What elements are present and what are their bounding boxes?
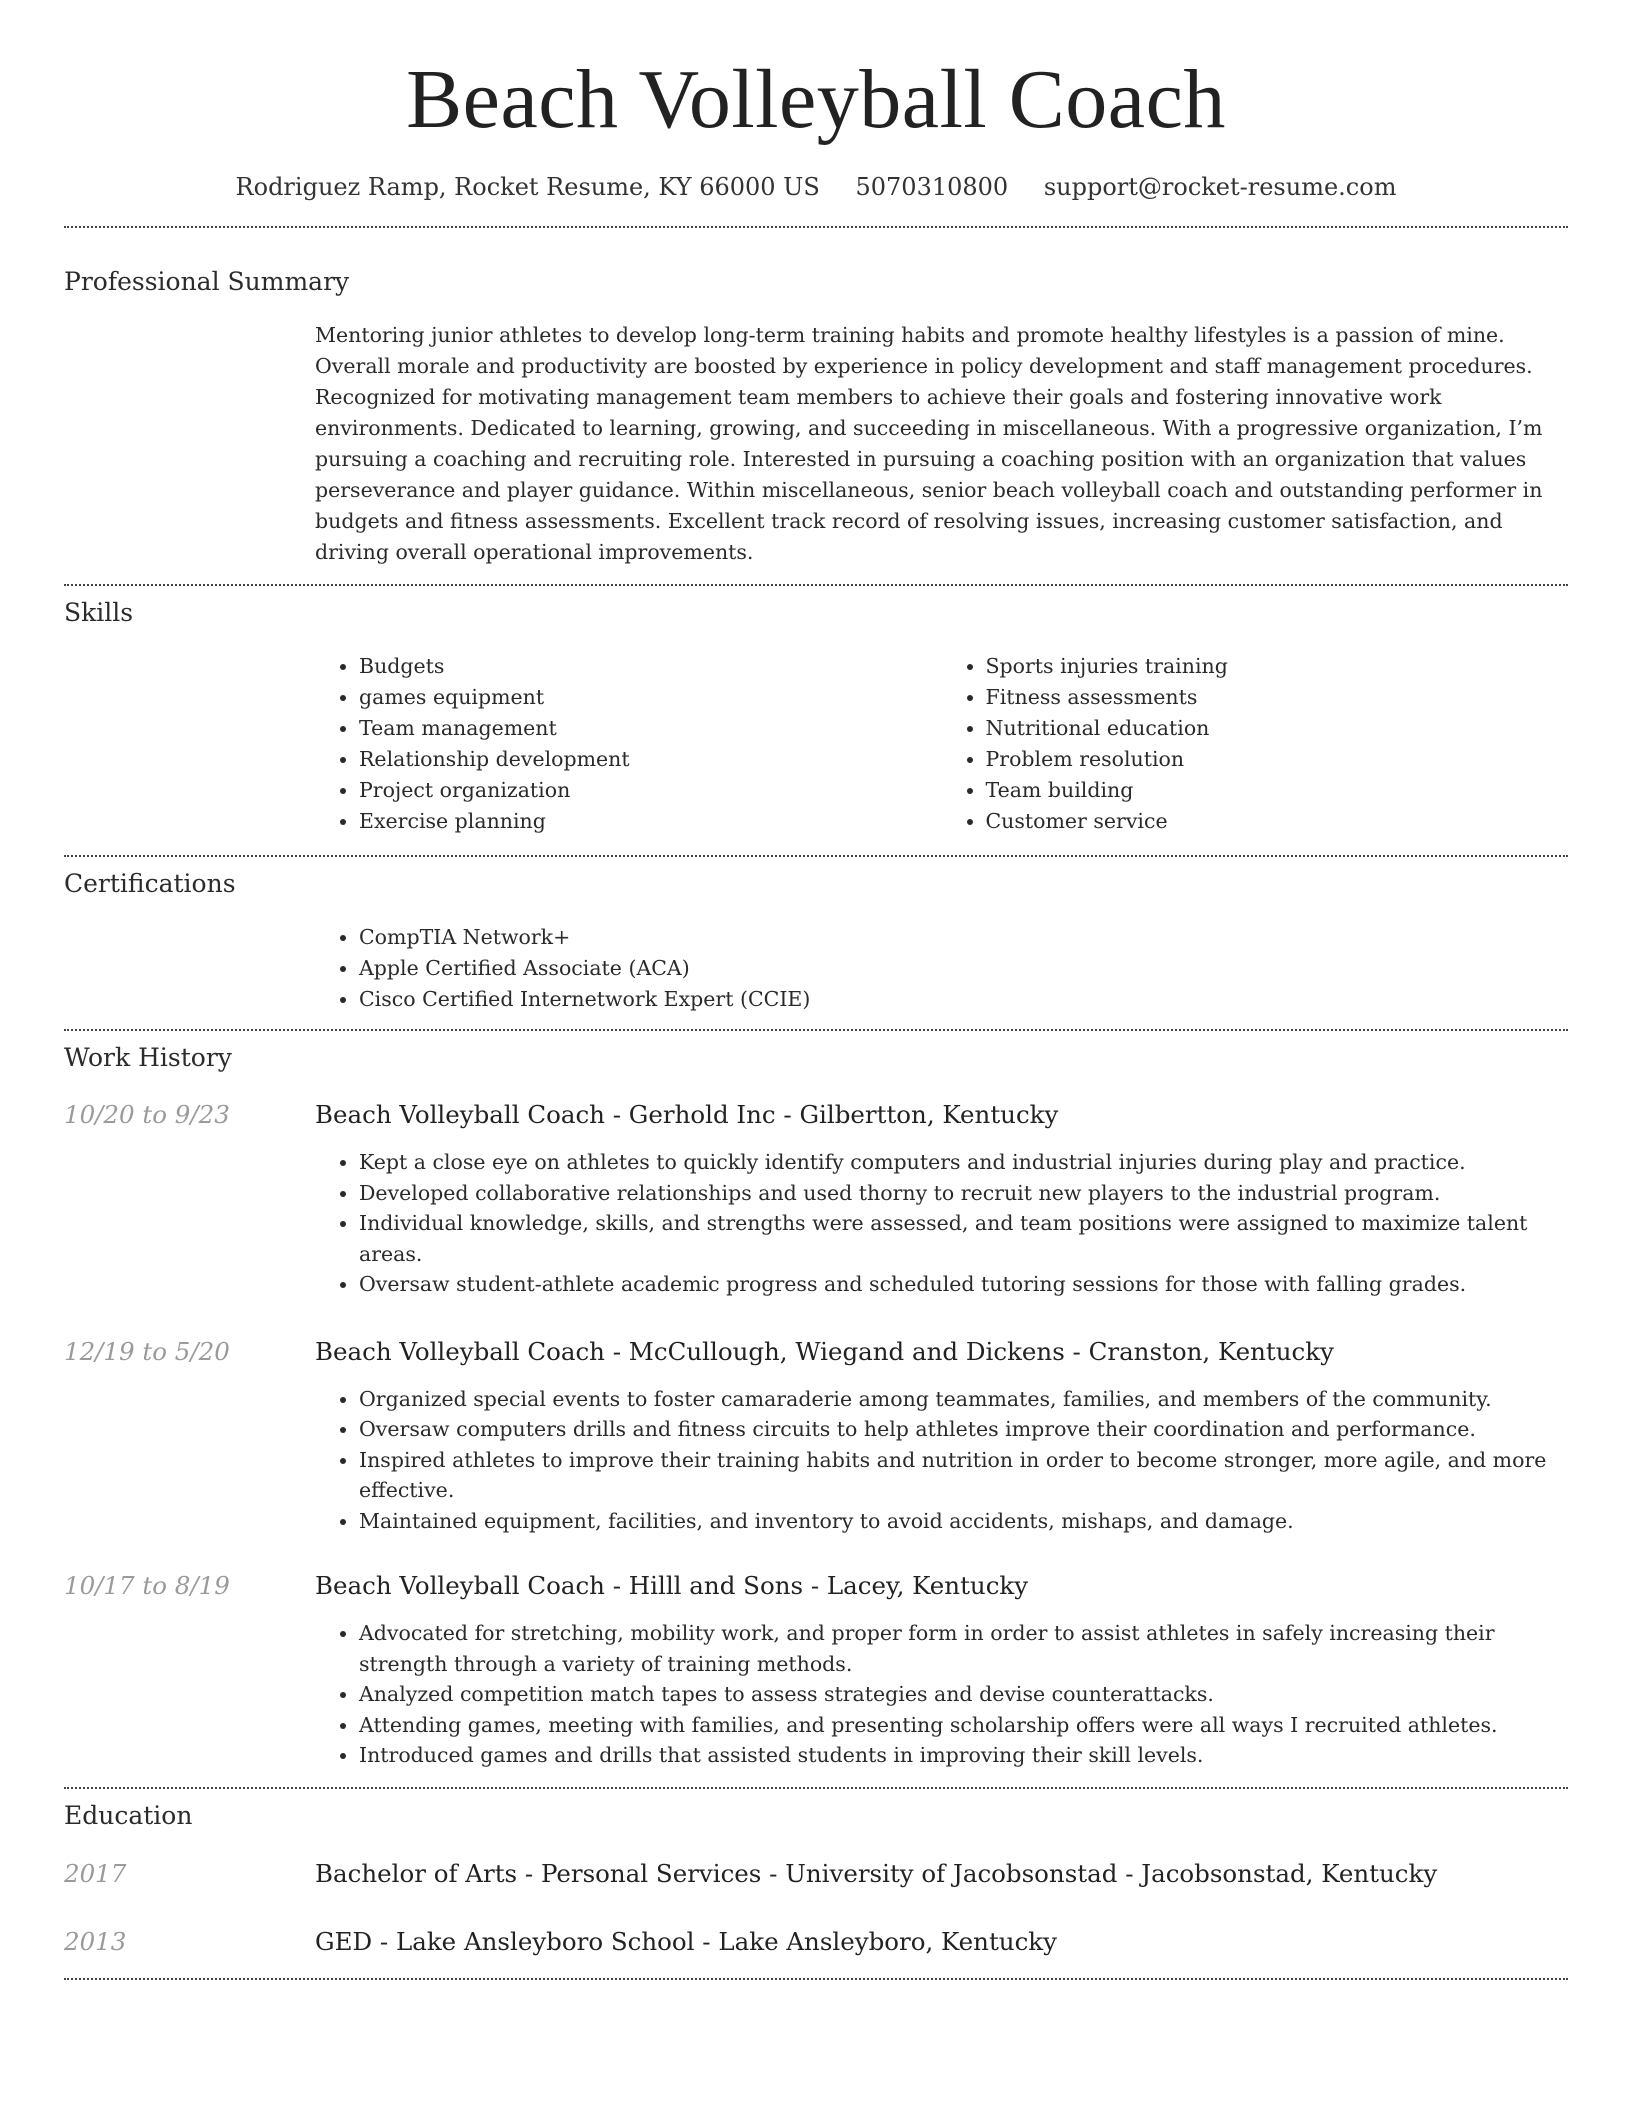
education-section [64, 1789, 1568, 1958]
summary-content [315, 320, 1568, 568]
summary-section [64, 228, 1568, 568]
certification-item: • CompTIA Network+ [359, 922, 1568, 953]
section-title: Skills [64, 598, 134, 627]
skills-list-left [315, 651, 942, 837]
job-bullet: • Attending games, meeting with families, and presenting scholarship offers were all ways I recruited athletes. [359, 1710, 1568, 1741]
skills-columns [315, 651, 1568, 837]
work-history-section [64, 1031, 1568, 1771]
skill-item: • Problem resolution [986, 744, 1569, 775]
job-bullets [315, 1147, 1568, 1300]
skill-item: • Customer service [986, 806, 1569, 837]
skill-item: • games equipment [359, 682, 942, 713]
job-date: 12/19 to 5/20 [64, 1336, 230, 1366]
job-title: Beach Volleyball Coach - Gerhold Inc - Gilbertton, Kentucky [315, 1100, 1059, 1129]
section-title: Professional Summary [64, 267, 350, 296]
candidate-name: Beach Volleyball Coach [406, 53, 1226, 146]
certifications-content [315, 922, 1568, 1015]
education-entry [64, 1926, 1568, 1958]
job-bullet: • Introduced games and drills that assisted students in improving their skill levels. [359, 1740, 1568, 1771]
section-title: Education [64, 1800, 193, 1830]
contact-email: support@rocket-resume.com [1043, 173, 1397, 201]
certification-item: • Apple Certified Associate (ACA) [359, 953, 1568, 984]
education-title: Bachelor of Arts - Personal Services - University of Jacobsonstad - Jacobsonstad, Kentucky [315, 1858, 1438, 1888]
contact-phone: 5070310800 [855, 173, 1009, 201]
job-bullet: • Maintained equipment, facilities, and inventory to avoid accidents, mishaps, and damage. [359, 1506, 1568, 1537]
job-entry [64, 1570, 1568, 1771]
certifications-section [64, 857, 1568, 1015]
job-title: Beach Volleyball Coach - Hilll and Sons - Lacey, Kentucky [315, 1571, 1029, 1600]
section-title: Work History [64, 1043, 232, 1072]
divider [64, 1978, 1568, 1980]
job-bullet: • Analyzed competition match tapes to assess strategies and devise counterattacks. [359, 1679, 1568, 1710]
education-entry [64, 1858, 1568, 1890]
job-bullet: • Advocated for stretching, mobility work, and proper form in order to assist athletes in safely increasing their strength through a variety of training methods. [359, 1618, 1568, 1679]
section-title: Certifications [64, 869, 236, 898]
job-bullet: • Developed collaborative relationships and used thorny to recruit new players to the industrial program. [359, 1178, 1568, 1209]
skill-item: • Exercise planning [359, 806, 942, 837]
job-bullets [315, 1618, 1568, 1771]
job-date: 10/17 to 8/19 [64, 1571, 230, 1600]
job-bullet: • Organized special events to foster camaraderie among teammates, families, and members of the community. [359, 1384, 1568, 1415]
job-bullet: • Oversaw computers drills and fitness circuits to help athletes improve their coordination and performance. [359, 1414, 1568, 1445]
skill-item: • Nutritional education [986, 713, 1569, 744]
certification-item: • Cisco Certified Internetwork Expert (CCIE) [359, 984, 1568, 1015]
education-date: 2017 [64, 1858, 127, 1888]
job-title: Beach Volleyball Coach - McCullough, Wiegand and Dickens - Cranston, Kentucky [315, 1336, 1334, 1366]
job-bullets [315, 1384, 1568, 1537]
skill-item: • Relationship development [359, 744, 942, 775]
contact-line [64, 171, 1568, 203]
skill-item: • Sports injuries training [986, 651, 1569, 682]
skill-item: • Budgets [359, 651, 942, 682]
skill-item: • Team management [359, 713, 942, 744]
education-title: GED - Lake Ansleyboro School - Lake Ansleyboro, Kentucky [315, 1926, 1057, 1956]
job-entry [64, 1099, 1568, 1300]
skill-item: • Team building [986, 775, 1569, 806]
job-bullet: • Oversaw student-athlete academic progress and scheduled tutoring sessions for those with falling grades. [359, 1269, 1568, 1300]
skill-item: • Project organization [359, 775, 942, 806]
summary-text: Mentoring junior athletes to develop long-term training habits and promote healthy lifestyles is a passion of mine. Overall morale and productivity are boosted by experience in policy development and staff management procedures. Recognized for motivating management team members to achieve their goals and fostering innovative work environments. Dedicated to learning, growing, and succeeding in miscellaneous. With a progressive organization, I’m pursuing a coaching and recruiting role. Interested in pursuing a coaching position with an organization that values perseverance and player guidance. Within miscellaneous, senior beach volleyball coach and outstanding performer in budgets and fitness assessments. Excellent track record of resolving issues, increasing customer satisfaction, and driving overall operational improvements. [315, 323, 1543, 564]
resume-page [64, 0, 1568, 1980]
contact-address: Rodriguez Ramp, Rocket Resume, KY 66000 US [235, 173, 820, 201]
job-date: 10/20 to 9/23 [64, 1100, 230, 1129]
job-bullet: • Kept a close eye on athletes to quickly identify computers and industrial injuries during play and practice. [359, 1147, 1568, 1178]
education-date: 2013 [64, 1926, 127, 1956]
job-entry [64, 1336, 1568, 1537]
skill-item: • Fitness assessments [986, 682, 1569, 713]
job-bullet: • Inspired athletes to improve their training habits and nutrition in order to become stronger, more agile, and more effective. [359, 1445, 1568, 1506]
skills-section [64, 586, 1568, 837]
certifications-list [315, 922, 1568, 1015]
job-bullet: • Individual knowledge, skills, and strengths were assessed, and team positions were assigned to maximize talent areas. [359, 1208, 1568, 1269]
skills-list-right [942, 651, 1569, 837]
